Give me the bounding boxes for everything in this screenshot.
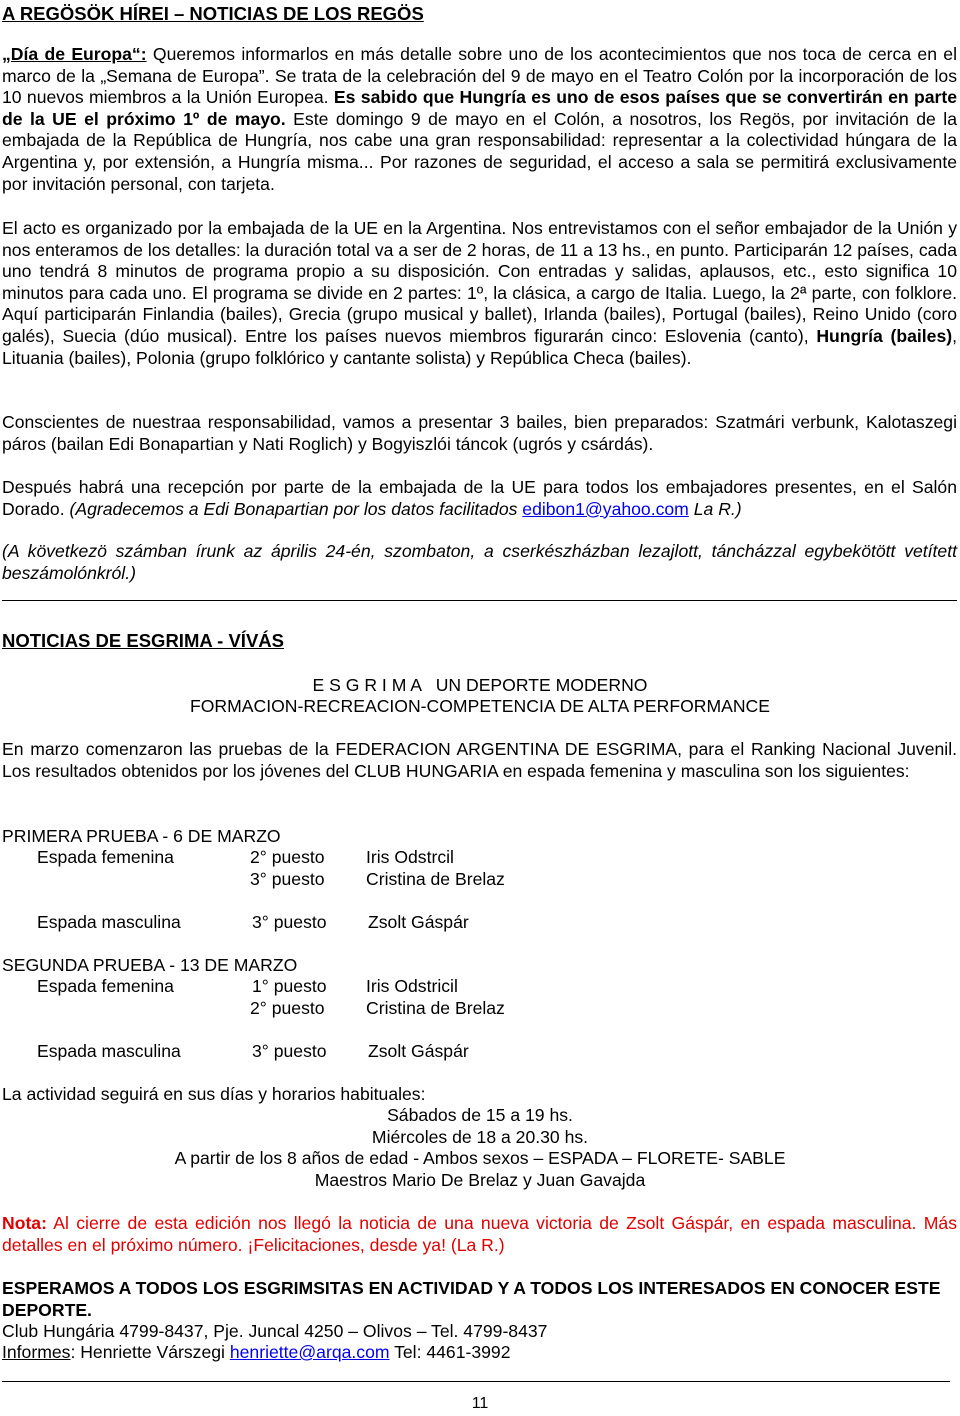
informes-line — [2, 1342, 511, 1364]
p4-text: Después habrá una recepción por parte de la embajada de la UE para todos los embajadores presentes, en el Salón Dorado. — [2, 477, 957, 519]
esgrima-subtitle-1: E S G R I M A UN DEPORTE MODERNO — [312, 675, 648, 695]
closing-invitation: ESPERAMOS A TODOS LOS ESGRIMSITAS EN ACTIVIDAD Y A TODOS LOS INTERESADOS EN CONOCER ESTE DEPORTE. — [2, 1278, 941, 1320]
result-name: Iris Odstrcil — [366, 847, 454, 867]
esgrima-subtitle-2: FORMACION-RECREACION-COMPETENCIA DE ALTA PERFORMANCE — [190, 696, 770, 716]
paragraph-nota — [2, 1213, 957, 1256]
result-name: Iris Odstricil — [366, 976, 458, 996]
paragraph-hungarian-note: (A következö számban írunk az április 24-én, szombaton, a cserkészházban lezajlott, táncházzal egybekötött vetített beszámolónkról.) — [2, 541, 957, 583]
result-place: 3° puesto — [250, 869, 325, 889]
paragraph-acto-organizado — [2, 218, 957, 369]
paragraph-conscientes: Conscientes de nuestraa responsabilidad, vamos a presentar 3 bailes, bien preparados: Szatmári verbunk, Kalotaszegi páros (bailan Edi Bonapartian y Nati Roglich) y Bogyiszlói táncok (ugrós y csárdás). — [2, 412, 957, 454]
result-name: Cristina de Brelaz — [366, 869, 505, 889]
result-name: Zsolt Gáspár — [368, 912, 469, 932]
activity-intro: La actividad seguirá en sus días y horarios habituales: — [2, 1084, 426, 1104]
p4-italic-thanks: (Agradecemos a Edi Bonapartian por los datos facilitados — [69, 498, 523, 519]
result-place: 3° puesto — [252, 1041, 327, 1061]
result-place: 2° puesto — [250, 847, 325, 867]
p1-bold-statement: Es sabido que Hungría es uno de esos países que se convertirán en parte de la UE el próximo 1º de mayo. — [2, 87, 957, 129]
schedule-line: Sábados de 15 a 19 hs. — [387, 1105, 573, 1125]
p1-text-1: Queremos informarlos en más detalle sobre uno de los acontecimientos que nos toca de cerca en el marco de la „Semana de Europa”. Se trata de la celebración del 9 de mayo en el Teatro Colón por la incorporación de los 10 nuevos miembros a la Unión Europea. — [2, 44, 957, 108]
email-link-edibon[interactable]: edibon1@yahoo.com — [522, 498, 689, 519]
footer-divider — [2, 1381, 950, 1382]
prueba1-heading: PRIMERA PRUEBA - 6 DE MARZO — [2, 826, 281, 846]
result-name: Cristina de Brelaz — [366, 998, 505, 1018]
result-place: 3° puesto — [252, 912, 327, 932]
informes-label: Informes — [2, 1342, 71, 1362]
schedule-line: A partir de los 8 años de edad - Ambos sexos – ESPADA – FLORETE- SABLE — [174, 1148, 786, 1168]
dia-de-europa-lead: „Día de Europa“: — [2, 44, 147, 64]
result-place: 2° puesto — [250, 998, 325, 1018]
p4-italic-end: La R.) — [688, 498, 742, 519]
informes-phone: Tel: 4461-3992 — [389, 1342, 511, 1362]
result-category: Espada femenina — [37, 847, 174, 867]
result-name: Zsolt Gáspár — [368, 1041, 469, 1061]
paragraph-dia-de-europa — [2, 44, 957, 195]
result-category: Espada femenina — [37, 976, 174, 996]
section-divider — [2, 600, 957, 601]
informes-text: : Henriette Várszegi — [70, 1342, 230, 1362]
schedule-line: Maestros Mario De Brelaz y Juan Gavajda — [314, 1170, 646, 1190]
result-place: 1° puesto — [252, 976, 327, 996]
result-category: Espada masculina — [37, 1041, 181, 1061]
paragraph-recepcion — [2, 477, 957, 520]
section-title-regos: A REGÖSÖK HÍREI – NOTICIAS DE LOS REGÖS — [2, 3, 424, 24]
prueba2-heading: SEGUNDA PRUEBA - 13 DE MARZO — [2, 955, 298, 975]
p2-text-2: , Lituania (bailes), Polonia (grupo folklórico y cantante solista) y República Checa (bailes). — [2, 325, 957, 368]
p2-bold-hungria: Hungría (bailes) — [816, 325, 953, 346]
nota-label: Nota: — [2, 1213, 47, 1233]
result-category: Espada masculina — [37, 912, 181, 932]
p2-text-1: El acto es organizado por la embajada de la UE en la Argentina. Nos entrevistamos con el señor embajador de la Unión y nos enteramos de los detalles: la duración total va a ser de 2 horas, de 11 a 13 hs., en punto. Participarán 12 países, cada uno tendrá 8 minutos de programa propio a su disposición. Con entradas y salidas, aplausos, etc., esto significa 10 minutos para cada uno. El programa se divide en 2 partes: 1º, la clásica, a cargo de Italia. Luego, la 2ª parte, con folklore. Aquí participarán Finlandia (bailes), Grecia (grupo musical y ballet), Irlanda (bailes), Portugal (bailes), Reino Unido (coro galés), Suecia (dúo musical). Entre los países nuevos miembros figurarán cinco: Eslovenia (canto), — [2, 218, 957, 346]
schedule-line: Miércoles de 18 a 20.30 hs. — [371, 1127, 589, 1147]
paragraph-esgrima-intro: En marzo comenzaron las pruebas de la FEDERACION ARGENTINA DE ESGRIMA, para el Ranking Nacional Juvenil. Los resultados obtenidos por los jóvenes del CLUB HUNGARIA en espada femenina y masculina son los siguientes: — [2, 739, 957, 781]
email-link-henriette[interactable]: henriette@arqa.com — [229, 1342, 390, 1362]
p1-text-2: Este domingo 9 de mayo en el Colón, a nosotros, los Regös, por invitación de la embajada de la República de Hungría, nos cabe una gran responsabilidad: representar a la colectividad húngara de la Argentina y, por extensión, a Hungría misma... Por razones de seguridad, el acceso a sala se permitirá exclusivamente por invitación personal, con tarjeta. — [2, 108, 958, 194]
club-contact-line: Club Hungária 4799-8437, Pje. Juncal 4250 – Olivos – Tel. 4799-8437 — [2, 1321, 548, 1341]
section-title-esgrima: NOTICIAS DE ESGRIMA - VÍVÁS — [2, 630, 284, 651]
page-number: 11 — [471, 1395, 489, 1412]
nota-text: Al cierre de esta edición nos llegó la noticia de una nueva victoria de Zsolt Gáspár, en espada masculina. Más detalles en el próximo número. ¡Felicitaciones, desde ya! (La R.) — [2, 1213, 957, 1255]
